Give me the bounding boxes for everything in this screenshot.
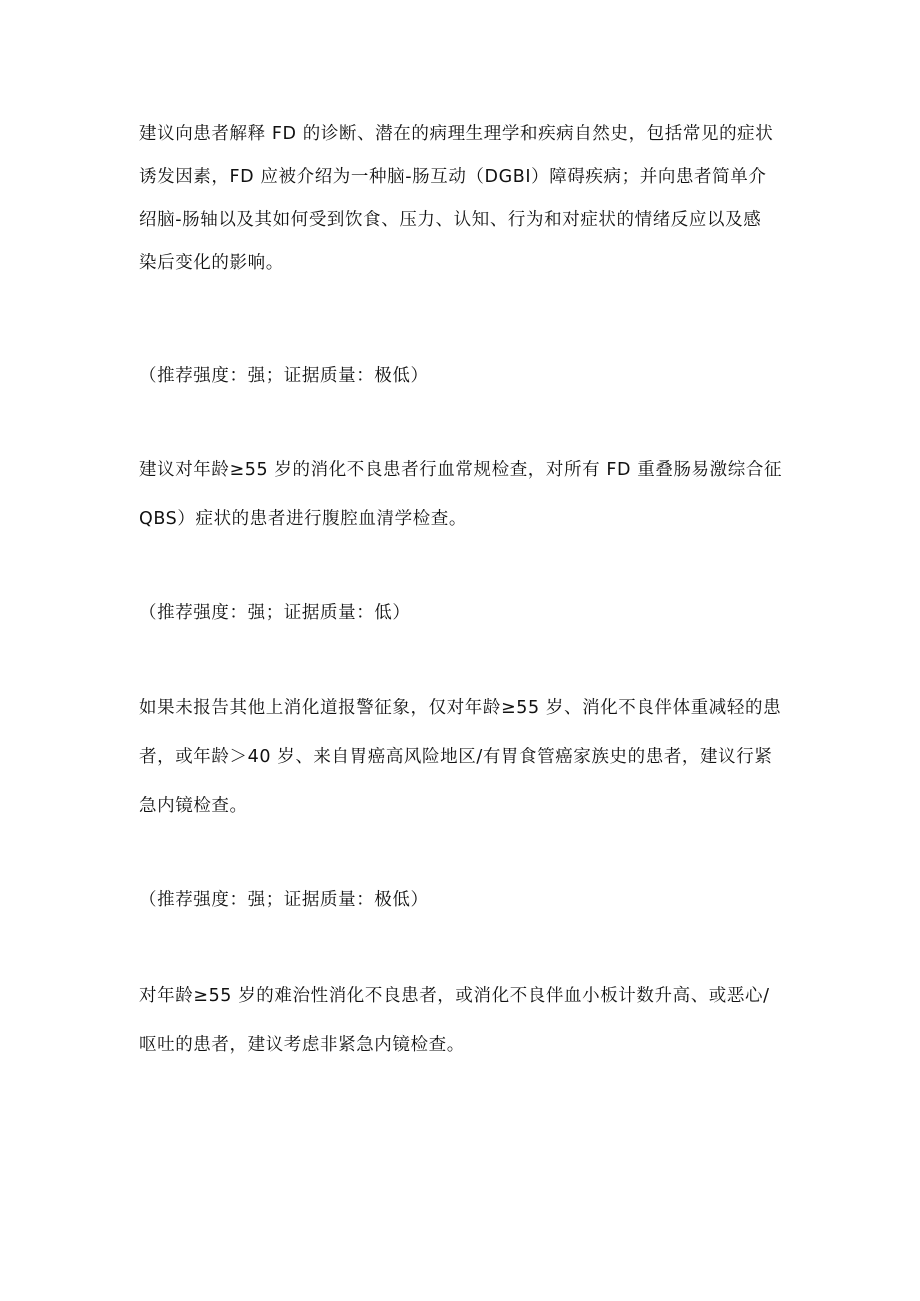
paragraph-1-line-2: 诱发因素，FD 应被介绍为一种脑-肠互动（DGBI）障碍疾病；并向患者简单介 — [139, 167, 767, 187]
recommendation-note-3: （推荐强度：强；证据质量：极低） — [139, 890, 429, 910]
paragraph-3-line-3: 急内镜检查。 — [139, 796, 248, 816]
paragraph-2-line-2: QBS）症状的患者进行腹腔血清学检查。 — [139, 509, 467, 529]
paragraph-3-line-2: 者，或年龄＞40 岁、来自胃癌高风险地区/有胃食管癌家族史的患者，建议行紧 — [139, 747, 773, 767]
paragraph-2-line-1: 建议对年龄≥55 岁的消化不良患者行血常规检查，对所有 FD 重叠肠易激综合征 — [139, 460, 783, 480]
recommendation-note-2: （推荐强度：强；证据质量：低） — [139, 603, 411, 623]
paragraph-4-line-1: 对年龄≥55 岁的难治性消化不良患者，或消化不良伴血小板计数升高、或恶心/ — [139, 986, 770, 1006]
paragraph-1-line-1: 建议向患者解释 FD 的诊断、潜在的病理生理学和疾病自然史，包括常见的症状 — [139, 124, 774, 144]
paragraph-4-line-2: 呕吐的患者，建议考虑非紧急内镜检查。 — [139, 1035, 465, 1055]
paragraph-1-line-4: 染后变化的影响。 — [139, 253, 284, 273]
paragraph-1-line-3: 绍脑-肠轴以及其如何受到饮食、压力、认知、行为和对症状的情绪反应以及感 — [139, 210, 762, 230]
recommendation-note-1: （推荐强度：强；证据质量：极低） — [139, 366, 429, 386]
paragraph-3-line-1: 如果未报告其他上消化道报警征象，仅对年龄≥55 岁、消化不良伴体重减轻的患 — [139, 698, 782, 718]
